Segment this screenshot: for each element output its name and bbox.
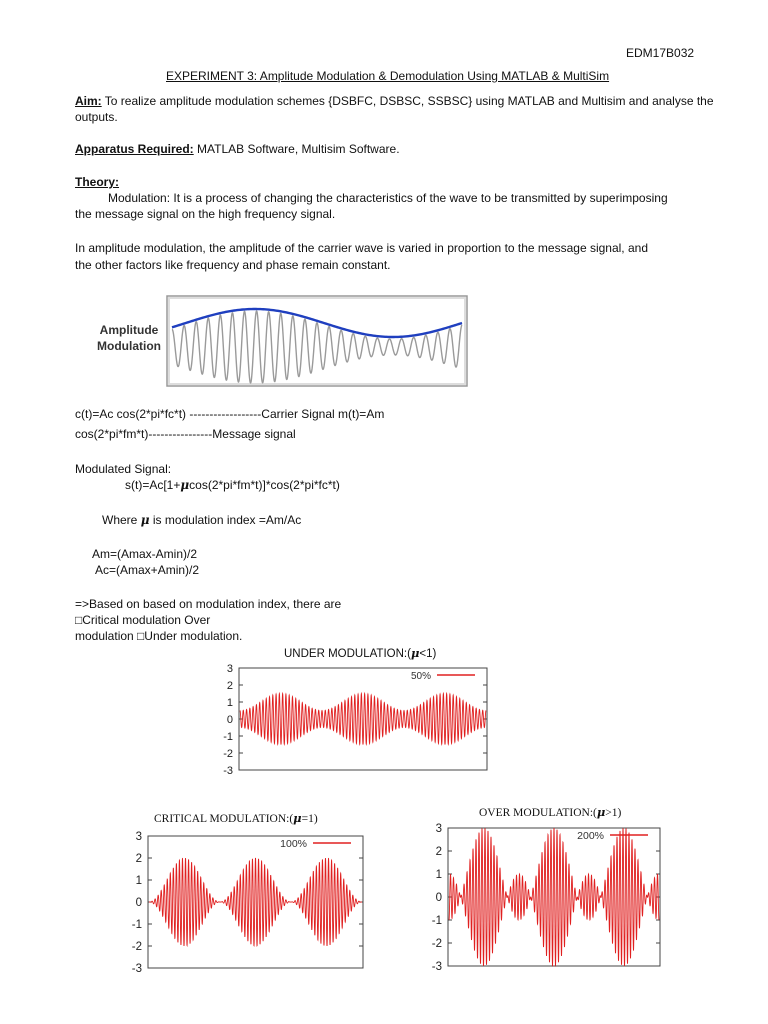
document-id: EDM17B032: [626, 46, 695, 60]
critical-modulation-title: [154, 810, 318, 827]
legend-label: 100%: [280, 838, 307, 850]
types-line-2: [75, 612, 210, 628]
plot-frame: [239, 668, 487, 770]
y-tick-label: -1: [431, 915, 442, 927]
theory-p1-line2: the message signal on the high frequency signal.: [75, 207, 336, 221]
modulated-signal-equation: [125, 477, 340, 493]
over-modulation-chart: [418, 820, 668, 970]
carrier-equation: c(t)=Ac cos(2*pi*fc*t) ------------------Carrier Signal m(t)=Am: [75, 407, 385, 421]
mu-symbol: μ: [180, 478, 190, 492]
mu-symbol: μ: [596, 805, 606, 819]
am-illustration: [166, 295, 468, 387]
types-text: modulation: [75, 629, 138, 643]
apparatus-text: MATLAB Software, Multisim Software.: [193, 142, 400, 156]
critical-modulation-chart: [118, 826, 368, 974]
aim-line-1: [75, 93, 714, 109]
apparatus-line: [75, 141, 400, 157]
y-tick-label: 1: [226, 697, 233, 709]
theory-label: Theory:: [75, 175, 120, 189]
chart-title-part: UNDER MODULATION:(: [284, 648, 411, 660]
y-tick-label: 3: [226, 663, 233, 675]
legend-label: 50%: [410, 671, 431, 682]
chart-title-part: >1): [605, 807, 622, 819]
y-tick-label: -3: [431, 961, 442, 970]
eq-part: Where: [102, 513, 141, 527]
eq-part: cos(2*pi*fm*t)]*cos(2*pi*fc*t): [189, 478, 340, 492]
under-modulation-chart: [215, 660, 495, 778]
aim-line-2: outputs.: [75, 110, 118, 124]
modulated-signal-label: Modulated Signal:: [75, 462, 172, 476]
apparatus-label: Apparatus Required:: [75, 142, 194, 156]
chart-title-part: =1): [301, 813, 318, 825]
message-equation: cos(2*pi*fm*t)----------------Message signal: [75, 427, 296, 441]
am-illustration-frame: [167, 296, 467, 386]
eq-part: is modulation index =Am/Ac: [149, 513, 302, 527]
y-tick-label: 1: [435, 869, 442, 881]
mu-symbol: μ: [293, 811, 302, 825]
y-tick-label: 0: [226, 714, 233, 726]
y-tick-label: 0: [435, 892, 442, 904]
y-tick-label: -3: [223, 765, 233, 777]
am-label-line1: Amplitude: [99, 323, 159, 337]
theory-p2-line2: the other factors like frequency and phase remain constant.: [75, 258, 391, 272]
ac-equation: Ac=(Amax+Amin)/2: [95, 563, 200, 577]
modulation-index-definition: [102, 512, 301, 528]
chart-title-part: <1): [419, 648, 437, 660]
y-tick-label: -2: [431, 938, 442, 950]
theory-p1-line1: Modulation: It is a process of changing the characteristics of the wave to be transmitted by superimposing: [108, 191, 668, 205]
types-text: Critical modulation Over: [82, 613, 211, 627]
y-tick-label: -2: [223, 748, 233, 760]
am-equation: Am=(Amax-Amin)/2: [92, 547, 198, 561]
y-tick-label: 0: [135, 897, 142, 909]
y-tick-label: 1: [135, 875, 142, 887]
y-tick-label: 3: [135, 831, 142, 843]
aim-text: To realize amplitude modulation schemes {DSBFC, DSBSC, SSBSC} using MATLAB and Multisim and analyse the: [101, 94, 714, 108]
types-text: Under modulation.: [144, 629, 243, 643]
page-title: EXPERIMENT 3: Amplitude Modulation & Demodulation Using MATLAB & MultiSim: [166, 69, 610, 83]
chart-title-part: OVER MODULATION:(: [479, 807, 597, 819]
mu-symbol: μ: [410, 646, 420, 660]
y-tick-label: -1: [131, 919, 142, 931]
am-figure-label: [94, 322, 164, 354]
bullet-icon: □: [137, 629, 145, 643]
mu-symbol: μ: [140, 513, 150, 527]
y-tick-label: 2: [135, 853, 142, 865]
eq-part: s(t)=Ac[1+: [125, 478, 181, 492]
bullet-icon: □: [75, 613, 83, 627]
theory-p2-line1: In amplitude modulation, the amplitude of the carrier wave is varied in proportion to the message signal, and: [75, 241, 648, 255]
legend-label: 200%: [577, 830, 604, 842]
over-modulation-title: [479, 804, 621, 821]
y-tick-label: -1: [223, 731, 233, 743]
am-label-line2: Modulation: [97, 339, 161, 353]
y-tick-label: -2: [131, 941, 142, 953]
y-tick-label: -3: [131, 963, 142, 974]
y-tick-label: 2: [226, 680, 233, 692]
chart-title-part: CRITICAL MODULATION:(: [154, 813, 294, 825]
types-line-3: [75, 628, 242, 644]
types-intro: =>Based on based on modulation index, there are: [75, 597, 342, 611]
y-tick-label: 2: [435, 846, 442, 858]
y-tick-label: 3: [435, 823, 442, 835]
aim-label: Aim:: [75, 94, 102, 108]
